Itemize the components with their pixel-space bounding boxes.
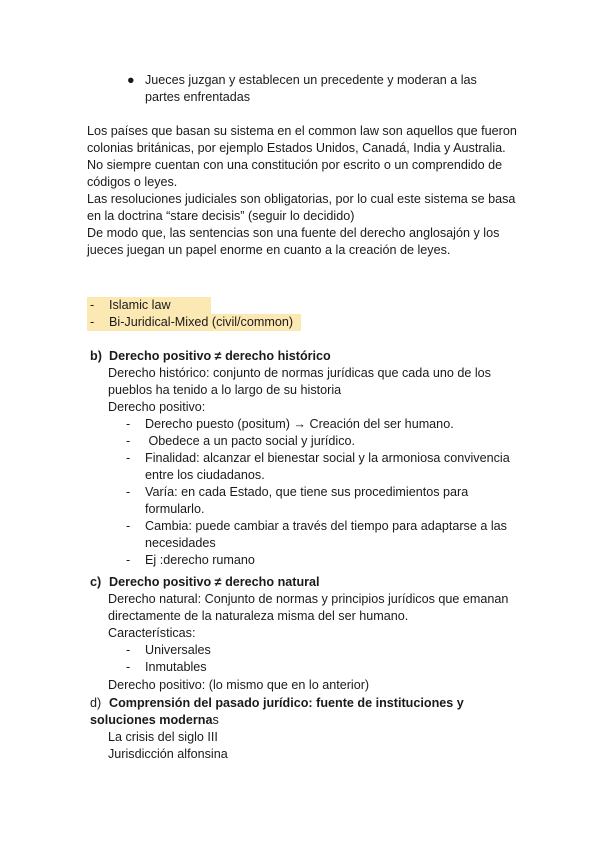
dash-marker: - <box>126 553 131 567</box>
dash-marker: - <box>126 417 131 431</box>
highlighted-list <box>87 297 387 331</box>
section-b-body <box>108 365 518 416</box>
list-item <box>126 659 536 676</box>
paragraph: Los países que basan su sistema en el common law son aquellos que fueron colonias británicas, por ejemplo Estados Unidos, Canadá, India y Australia. <box>87 124 517 155</box>
section-c-list <box>126 642 536 676</box>
list-item-text: Obedece a un pacto social y jurídico. <box>145 434 356 448</box>
section-title: Derecho positivo ≠ derecho histórico <box>109 349 331 363</box>
dash-marker: - <box>90 315 95 329</box>
line: La crisis del siglo III <box>108 730 218 744</box>
section-c-body <box>108 591 533 642</box>
list-item-text: Inmutables <box>145 660 207 674</box>
definition-historico: Derecho histórico: conjunto de normas jurídicas que cada uno de los pueblos ha tenido a lo largo de su historia <box>108 366 491 397</box>
section-d-body <box>108 729 528 763</box>
list-item-text: Finalidad: alcanzar el bienestar social y la armoniosa convivencia entre los ciudadanos. <box>145 451 510 482</box>
common-law-paragraphs <box>87 123 527 259</box>
dash-marker: - <box>126 485 131 499</box>
dash-marker: - <box>126 451 131 465</box>
list-item <box>126 416 531 433</box>
section-title: Comprensión del pasado jurídico: fuente de instituciones y soluciones moderna <box>90 696 464 727</box>
positivo-note: Derecho positivo: (lo mismo que en lo anterior) <box>108 678 370 692</box>
list-item-text: Universales <box>145 643 211 657</box>
section-b-heading <box>90 348 510 365</box>
section-c-footer <box>108 677 528 694</box>
dash-marker: - <box>126 660 131 674</box>
section-title-tail: s <box>212 713 219 727</box>
list-item <box>87 297 387 314</box>
list-item-text: Cambia: puede cambiar a través del tiempo para adaptarse a las necesidades <box>145 519 507 550</box>
definition-natural: Derecho natural: Conjunto de normas y principios jurídicos que emanan directamente de la naturaleza misma del ser humano. <box>108 592 509 623</box>
list-item-text: Ej :derecho rumano <box>145 553 255 567</box>
list-item-text: Varía: en cada Estado, que tiene sus procedimientos para formularlo. <box>145 485 469 516</box>
list-item <box>126 484 531 518</box>
section-b-list <box>126 416 531 569</box>
section-c-heading <box>90 574 510 591</box>
section-marker: c) <box>90 575 102 589</box>
bullet-icon: ● <box>127 73 135 87</box>
highlighted-text: Islamic law <box>109 298 171 312</box>
paragraph: De modo que, las sentencias son una fuente del derecho anglosajón y los jueces juegan un papel enorme en cuanto a la creación de leyes. <box>87 226 500 257</box>
label-positivo: Derecho positivo: <box>108 400 206 414</box>
list-item <box>126 433 531 450</box>
dash-marker: - <box>126 643 131 657</box>
section-title: Derecho positivo ≠ derecho natural <box>109 575 320 589</box>
highlighted-text: Bi-Juridical-Mixed (civil/common) <box>109 315 294 329</box>
section-d-heading <box>90 695 500 729</box>
paragraph: Las resoluciones judiciales son obligatorias, por lo cual este sistema se basa en la doctrina “stare decisis” (seguir lo decidido) <box>87 192 516 223</box>
line: Jurisdicción alfonsina <box>108 747 228 761</box>
dash-marker: - <box>90 298 95 312</box>
section-marker: b) <box>90 349 102 363</box>
paragraph: No siempre cuentan con una constitución por escrito o un comprendido de códigos o leyes. <box>87 158 503 189</box>
dash-marker: - <box>126 434 131 448</box>
list-item-text: Derecho puesto (positum) → Creación del ser humano. <box>145 417 454 431</box>
list-item <box>126 450 531 484</box>
section-marker: d) <box>90 696 102 710</box>
dash-marker: - <box>126 519 131 533</box>
bullet-text: Jueces juzgan y establecen un precedente y moderan a las partes enfrentadas <box>145 73 477 104</box>
list-item <box>126 642 536 659</box>
list-item <box>87 314 387 331</box>
list-item <box>126 552 531 569</box>
label-caracteristicas: Características: <box>108 626 196 640</box>
list-item <box>126 518 531 552</box>
